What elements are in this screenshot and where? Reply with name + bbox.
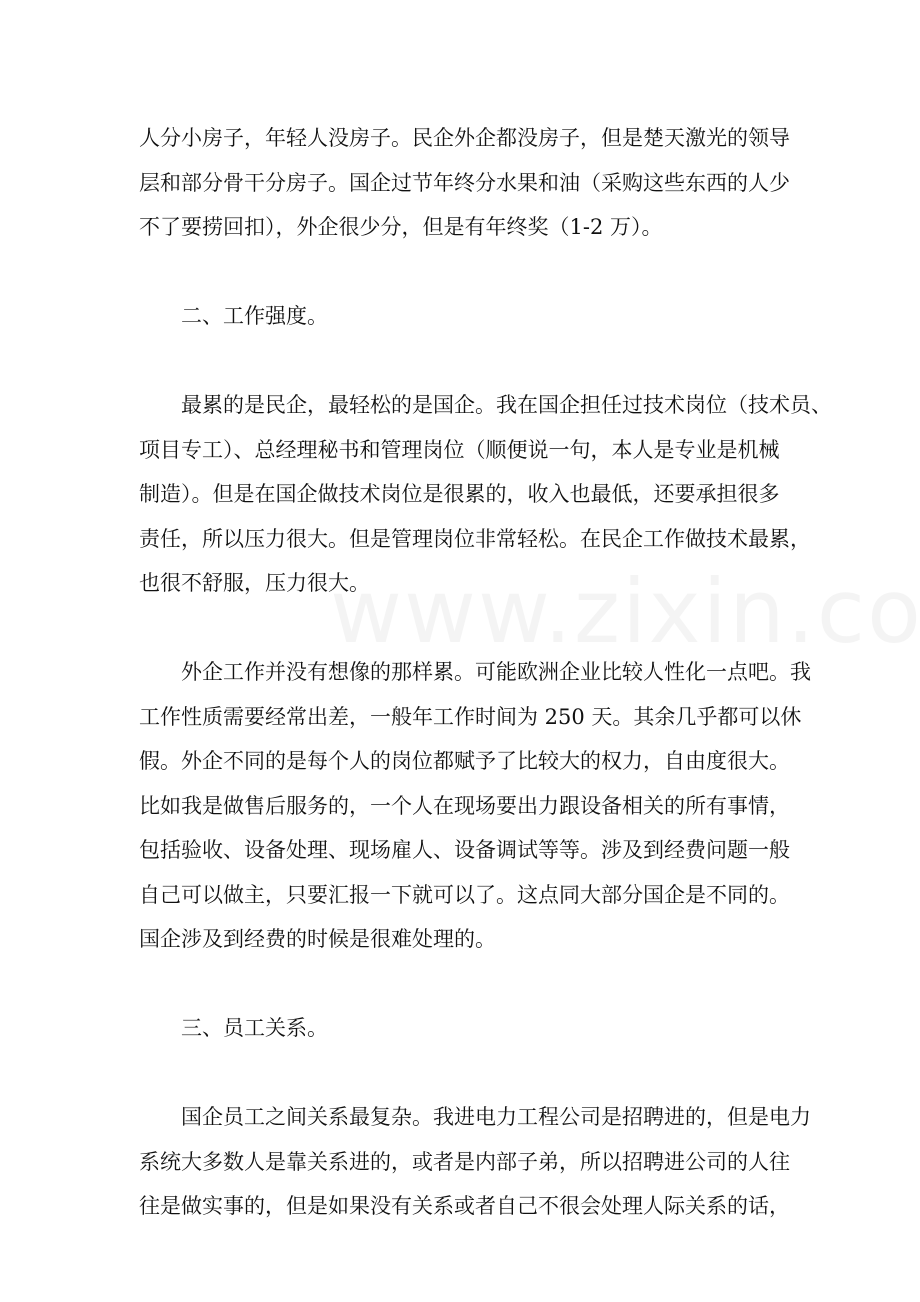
paragraph-gap bbox=[139, 962, 799, 1007]
text-line: 项目专工）、总经理秘书和管理岗位（顺便说一句，本人是专业是机械 bbox=[139, 437, 780, 462]
text-line: 层和部分骨干分房子。国企过节年终分水果和油（采购这些东西的人少 bbox=[139, 170, 790, 195]
text-line: 包括验收、设备处理、现场雇人、设备调试等等。涉及到经费问题一般 bbox=[139, 838, 790, 862]
text-line: 外企工作并没有想像的那样累。可能欧洲企业比较人性化一点吧。我 bbox=[139, 660, 811, 684]
text-line: 最累的是民企，最轻松的是国企。我在国企担任过技术岗位（技术员、 bbox=[139, 393, 832, 417]
text-line: 比如我是做售后服务的，一个人在现场要出力跟设备相关的所有事情， bbox=[139, 793, 790, 818]
text-line: 责任，所以压力很大。但是管理岗位非常轻松。在民企工作做技术最累， bbox=[139, 526, 811, 551]
text-line: 国企涉及到经费的时候是很难处理的。 bbox=[139, 927, 496, 951]
text-line: 自己可以做主，只要汇报一下就可以了。这点同大部分国企是不同的。 bbox=[139, 882, 790, 907]
text-line: 假。外企不同的是每个人的岗位都赋予了比较大的权力，自由度很大。 bbox=[139, 749, 790, 773]
text-line: 工作性质需要经常出差，一般年工作时间为 250 天。其余几乎都可以休 bbox=[139, 704, 802, 729]
paragraph-housing-benefits bbox=[139, 116, 799, 250]
paragraph-gap bbox=[139, 339, 799, 384]
text-line: 国企员工之间关系最复杂。我进电力工程公司是招聘进的，但是电力 bbox=[139, 1105, 811, 1129]
heading-text: 二、工作强度。 bbox=[139, 304, 328, 328]
paragraph-work-intensity bbox=[139, 383, 832, 606]
text-line: 系统大多数人是靠关系进的，或者是内部子弟，所以招聘进公司的人往 bbox=[139, 1149, 790, 1174]
paragraph-foreign-company bbox=[139, 650, 811, 962]
paragraph-gap bbox=[139, 606, 799, 651]
text-line: 人分小房子，年轻人没房子。民企外企都没房子，但是楚天激光的领导 bbox=[139, 126, 790, 150]
document-body bbox=[139, 116, 832, 1229]
text-line: 制造）。但是在国企做技术岗位是很累的，收入也最低，还要承担很多 bbox=[139, 482, 780, 506]
paragraph-gap bbox=[139, 250, 799, 295]
text-line: 也很不舒服，压力很大。 bbox=[139, 571, 370, 595]
section-heading-employee-relations bbox=[139, 1006, 799, 1051]
heading-text: 三、员工关系。 bbox=[139, 1016, 328, 1040]
section-heading-work-intensity bbox=[139, 294, 799, 339]
paragraph-gap bbox=[139, 1051, 799, 1096]
text-line: 不了要捞回扣），外企很少分，但是有年终奖（1-2 万）。 bbox=[139, 215, 663, 239]
paragraph-employee-relations bbox=[139, 1095, 811, 1229]
text-line: 往是做实事的，但是如果没有关系或者自己不很会处理人际关系的话， bbox=[139, 1194, 790, 1218]
